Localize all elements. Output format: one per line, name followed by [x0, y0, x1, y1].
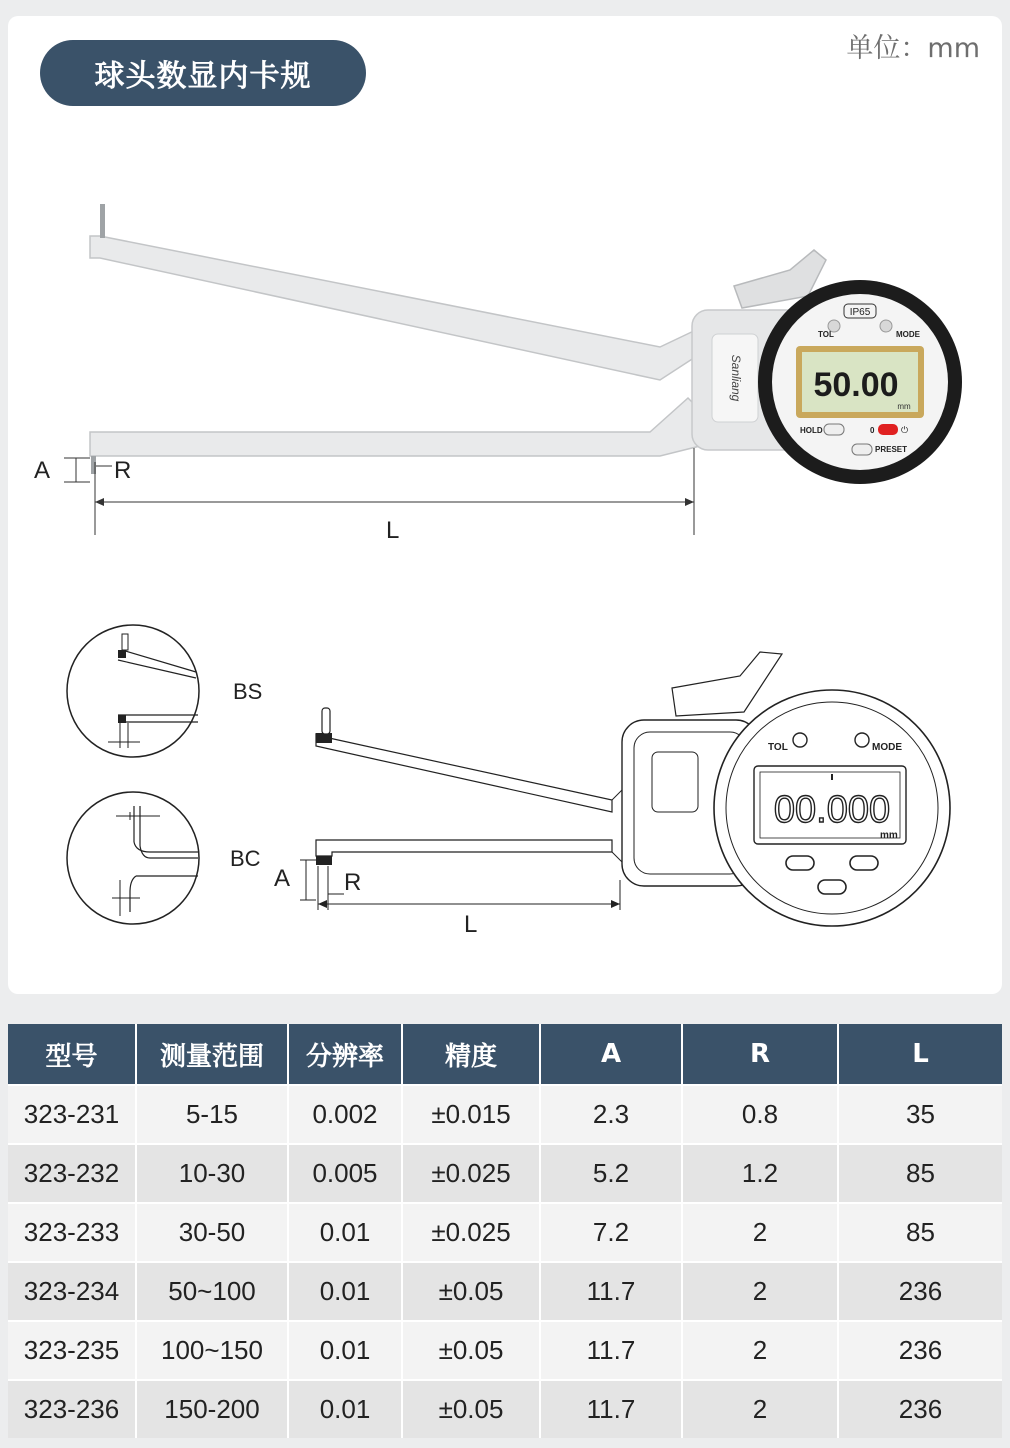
col-header-a: A — [540, 1024, 682, 1085]
cell-resolution: 0.01 — [288, 1380, 402, 1438]
cell-r: 2 — [682, 1321, 838, 1380]
cell-accuracy: ±0.05 — [402, 1321, 540, 1380]
cell-range: 30-50 — [136, 1203, 288, 1262]
cell-l: 85 — [838, 1203, 1002, 1262]
cell-a: 11.7 — [540, 1321, 682, 1380]
ip-rating: IP65 — [849, 307, 871, 318]
diagram-lcd-value: 00.000 — [773, 789, 891, 831]
col-header-r: R — [682, 1024, 838, 1085]
cell-r: 2 — [682, 1262, 838, 1321]
svg-text:0: 0 — [870, 426, 875, 435]
mode-button[interactable] — [880, 320, 892, 332]
cell-model: 323-231 — [8, 1085, 136, 1144]
bs-label: BS — [233, 679, 263, 704]
photo-dim-l: L — [386, 517, 400, 544]
table-row — [8, 1203, 1002, 1262]
cell-r: 2 — [682, 1203, 838, 1262]
cell-r: 2 — [682, 1380, 838, 1438]
table-row — [8, 1321, 1002, 1380]
cell-range: 5-15 — [136, 1085, 288, 1144]
cell-model: 323-236 — [8, 1380, 136, 1438]
photo-dim-r: R — [114, 457, 132, 484]
cell-a: 11.7 — [540, 1262, 682, 1321]
cell-range: 10-30 — [136, 1144, 288, 1203]
table-header-row — [8, 1024, 1002, 1085]
col-header-accuracy: 精度 — [402, 1024, 540, 1085]
svg-text:PRESET: PRESET — [875, 445, 908, 454]
bs-detail-circle — [67, 625, 199, 757]
col-header-model: 型号 — [8, 1024, 136, 1085]
cell-accuracy: ±0.025 — [402, 1203, 540, 1262]
diagram-lcd-unit: mm — [880, 830, 898, 841]
bc-label: BC — [230, 846, 261, 871]
svg-text:MODE: MODE — [896, 330, 920, 339]
cell-a: 7.2 — [540, 1203, 682, 1262]
col-header-l: L — [838, 1024, 1002, 1085]
preset-button[interactable] — [852, 444, 872, 455]
cell-range: 100~150 — [136, 1321, 288, 1380]
diagram-dim-r: R — [344, 869, 362, 896]
hold-button[interactable] — [824, 424, 844, 435]
cell-l: 35 — [838, 1085, 1002, 1144]
diagram-dim-a: A — [274, 865, 291, 892]
col-header-range: 测量范围 — [136, 1024, 288, 1085]
diagram-dim-l: L — [464, 911, 478, 938]
cell-model: 323-232 — [8, 1144, 136, 1203]
cell-resolution: 0.005 — [288, 1144, 402, 1203]
cell-model: 323-234 — [8, 1262, 136, 1321]
lower-arm — [90, 398, 700, 456]
cell-r: 1.2 — [682, 1144, 838, 1203]
table-row — [8, 1380, 1002, 1438]
table-row — [8, 1262, 1002, 1321]
caliper-diagram — [0, 560, 1010, 980]
lcd-unit: mm — [897, 402, 911, 411]
upper-arm — [90, 236, 706, 380]
table-row — [8, 1144, 1002, 1203]
cell-range: 150-200 — [136, 1380, 288, 1438]
cell-accuracy: ±0.015 — [402, 1085, 540, 1144]
photo-dim-a: A — [34, 457, 51, 484]
cell-resolution: 0.01 — [288, 1321, 402, 1380]
cell-a: 11.7 — [540, 1380, 682, 1438]
cell-resolution: 0.002 — [288, 1085, 402, 1144]
cell-l: 236 — [838, 1380, 1002, 1438]
svg-text:MODE: MODE — [872, 742, 902, 753]
upper-tip — [100, 204, 105, 238]
svg-text:TOL: TOL — [768, 742, 788, 753]
cell-resolution: 0.01 — [288, 1262, 402, 1321]
col-header-resolution: 分辨率 — [288, 1024, 402, 1085]
caliper-photo — [0, 0, 1010, 560]
cell-l: 85 — [838, 1144, 1002, 1203]
table-row — [8, 1085, 1002, 1144]
zero-power-button[interactable] — [878, 424, 898, 435]
cell-l: 236 — [838, 1262, 1002, 1321]
cell-resolution: 0.01 — [288, 1203, 402, 1262]
svg-text:HOLD: HOLD — [800, 426, 823, 435]
cell-accuracy: ±0.025 — [402, 1144, 540, 1203]
cell-l: 236 — [838, 1321, 1002, 1380]
cell-accuracy: ±0.05 — [402, 1380, 540, 1438]
cell-model: 323-233 — [8, 1203, 136, 1262]
brand-text: Sanliang — [729, 354, 743, 402]
cell-a: 2.3 — [540, 1085, 682, 1144]
unit-label: 单位：mm — [846, 33, 980, 64]
cell-accuracy: ±0.05 — [402, 1262, 540, 1321]
cell-r: 0.8 — [682, 1085, 838, 1144]
cell-range: 50~100 — [136, 1262, 288, 1321]
page-title: 球头数显内卡规 — [40, 40, 366, 106]
lcd-value: 50.00 — [813, 366, 899, 404]
cell-model: 323-235 — [8, 1321, 136, 1380]
power-icon: ⏻ — [901, 425, 909, 435]
svg-text:TOL: TOL — [818, 330, 834, 339]
spec-table — [8, 1024, 1002, 1438]
cell-a: 5.2 — [540, 1144, 682, 1203]
